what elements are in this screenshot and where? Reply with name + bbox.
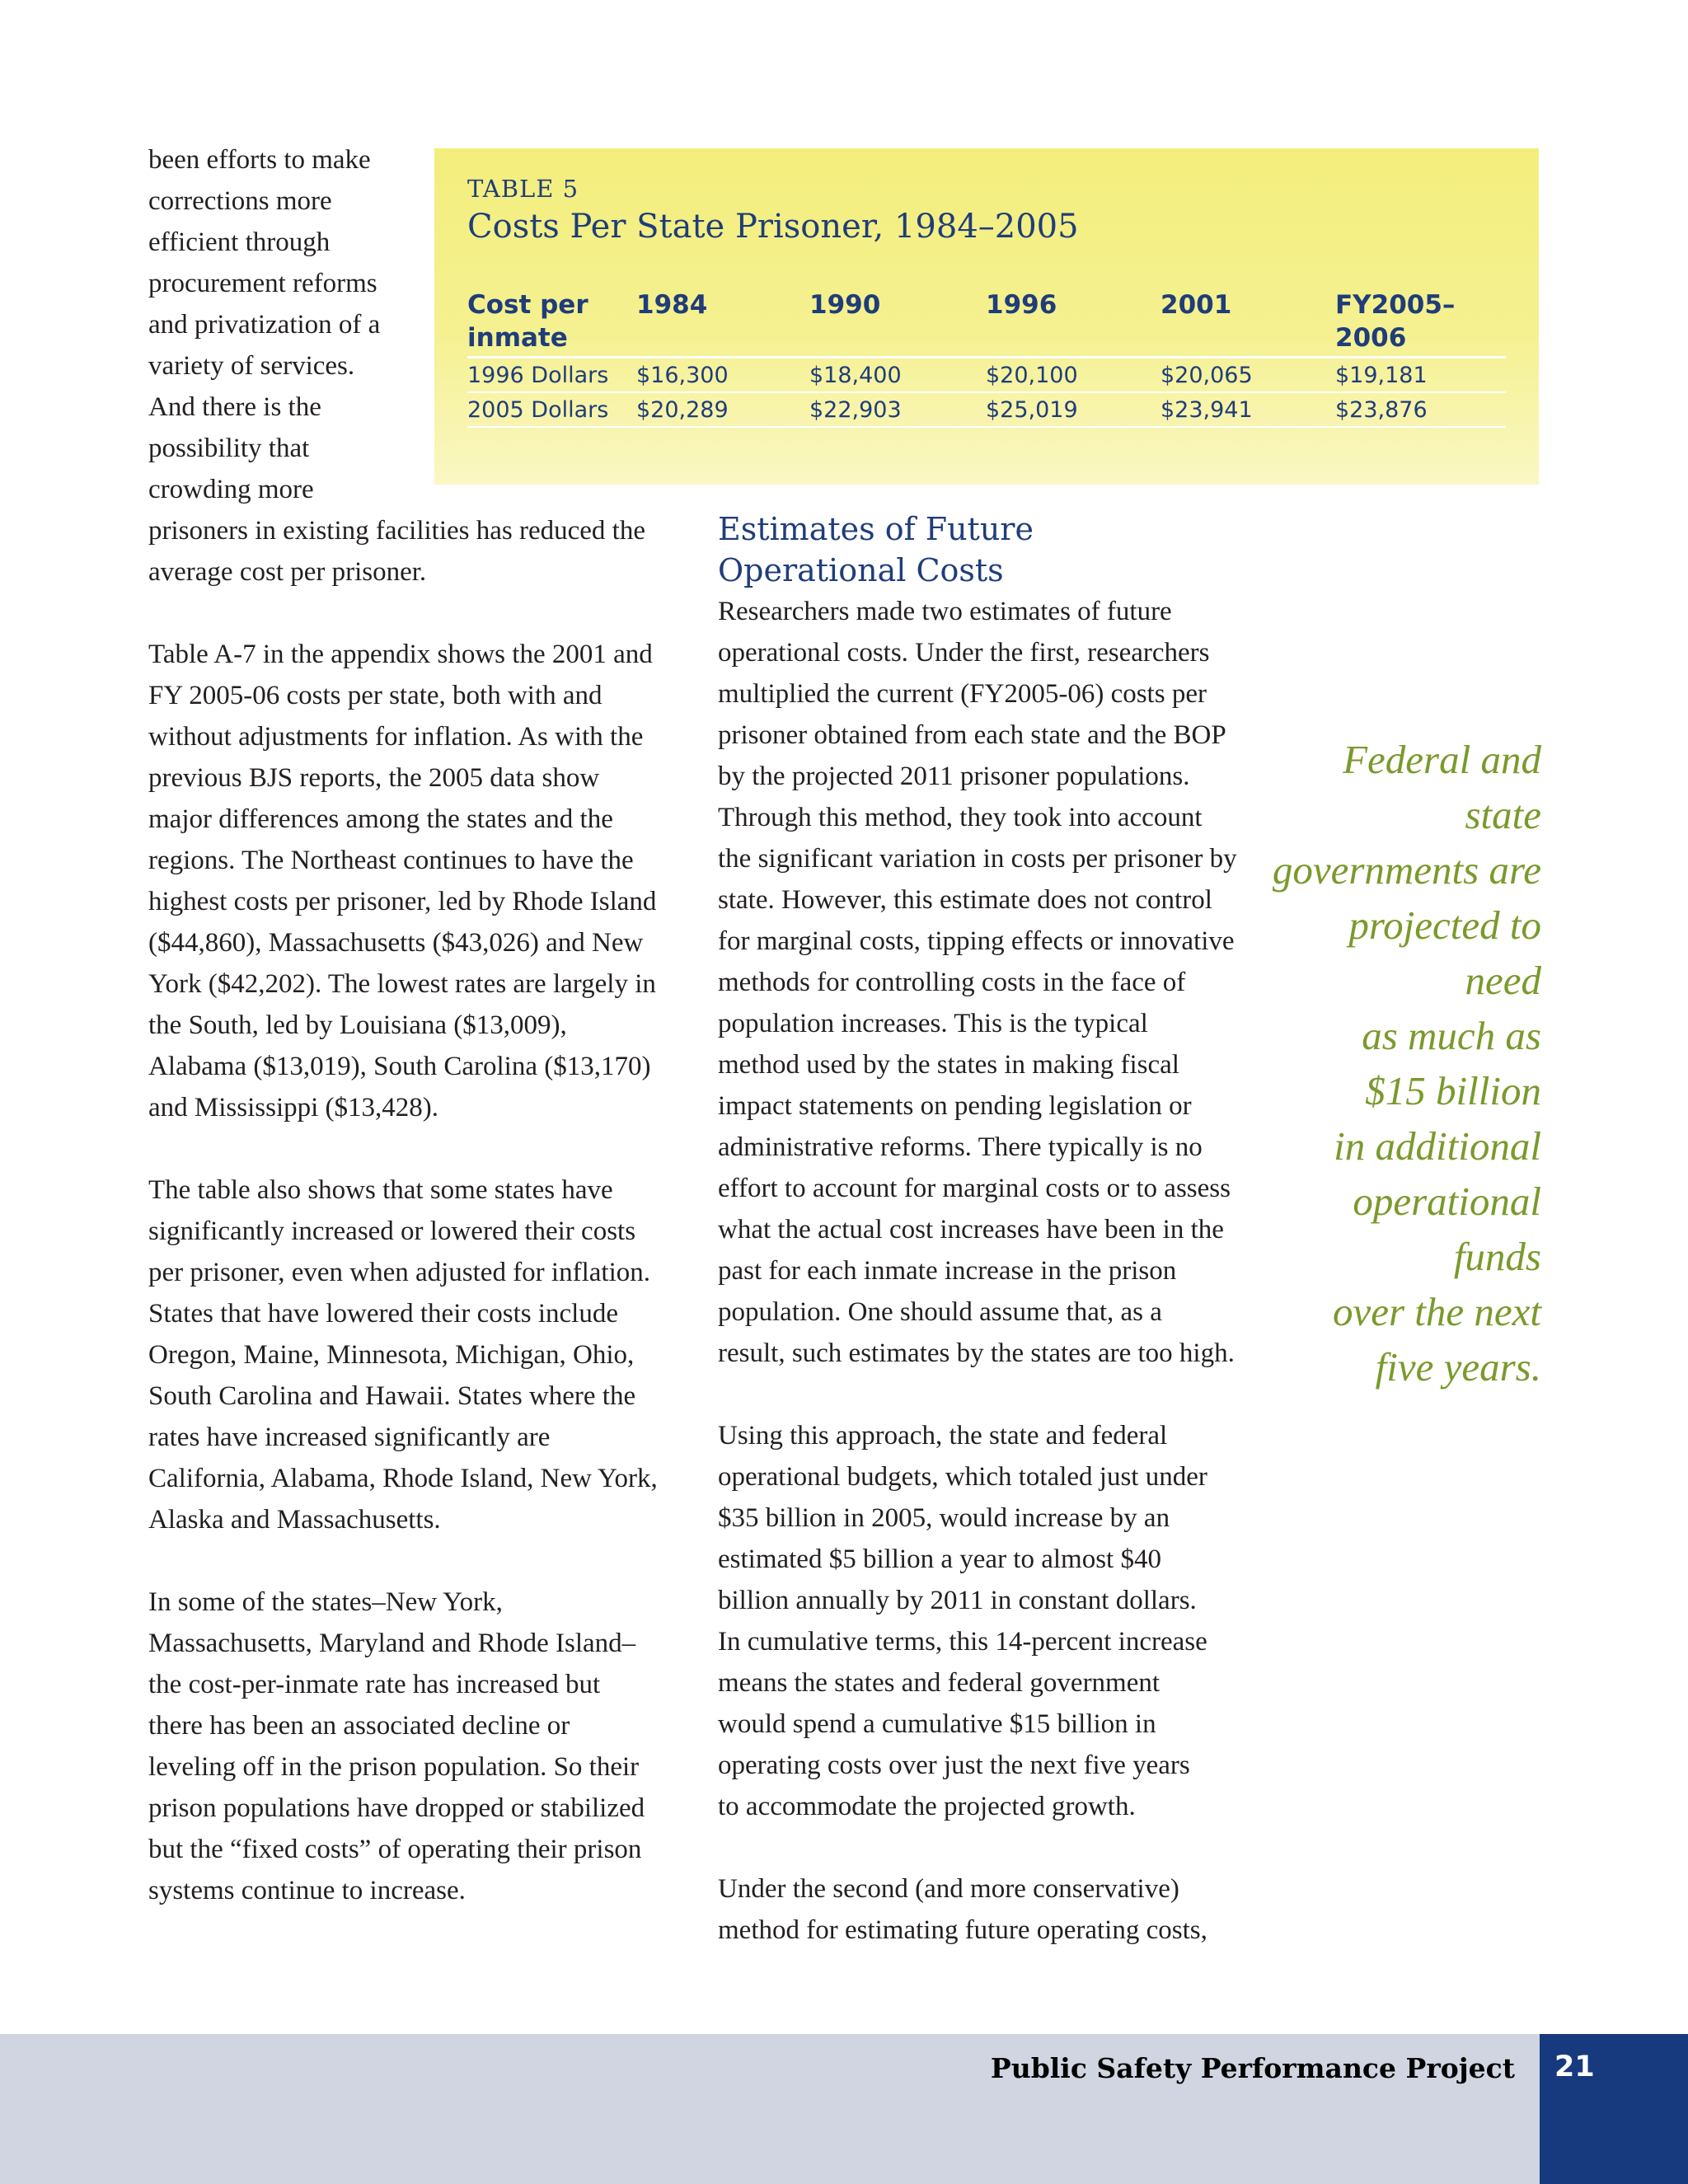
text-line: In cumulative terms, this 14-percent increase <box>718 1627 1207 1657</box>
text-line: operational budgets, which totaled just under <box>718 1462 1207 1492</box>
text-line: what the actual cost increases have been in the <box>718 1215 1224 1244</box>
text-line: regions. The Northeast continues to have the <box>148 846 634 875</box>
text-line: variety of services. <box>148 351 355 381</box>
text-line: FY 2005-06 costs per state, both with and <box>148 681 603 710</box>
text-line: by the projected 2011 prisoner populations. <box>718 762 1190 791</box>
paragraph-fixed-costs <box>148 1582 709 1911</box>
text-line: the cost-per-inmate rate has increased but <box>148 1670 601 1699</box>
table-title: Costs Per State Prisoner, 1984–2005 <box>467 208 1079 246</box>
text-line: state. However, this estimate does not control <box>718 885 1212 915</box>
text-line: the significant variation in costs per prisoner by <box>718 844 1237 874</box>
text-line: Using this approach, the state and federal <box>718 1421 1168 1451</box>
pull-quote-line: operational funds <box>1353 1179 1541 1279</box>
paragraph-gap <box>718 1374 1278 1415</box>
column-header: FY2005– 2006 <box>1335 288 1506 358</box>
table-cell: $19,181 <box>1335 358 1506 393</box>
table-cell: $23,941 <box>1160 392 1335 427</box>
table-header-row <box>467 288 1506 358</box>
paragraph-gap <box>148 1540 709 1582</box>
footer-band <box>0 2034 1540 2184</box>
text-line: population. One should assume that, as a <box>718 1297 1162 1327</box>
text-line: prisoner obtained from each state and the BOP <box>718 720 1226 750</box>
text-line: operational costs. Under the first, researchers <box>718 638 1210 668</box>
text-line: States that have lowered their costs include <box>148 1299 618 1329</box>
pull-quote <box>1269 732 1541 1394</box>
paragraph-cost-changes <box>148 1169 709 1540</box>
table-cell: $20,100 <box>986 358 1160 393</box>
intro-paragraph-wide <box>148 510 709 593</box>
footer-publication-title: Public Safety Performance Project <box>990 2052 1515 2084</box>
text-line: for marginal costs, tipping effects or innovative <box>718 926 1235 956</box>
text-line: York ($42,202). The lowest rates are largely in <box>148 969 656 999</box>
text-line: highest costs per prisoner, led by Rhode Island <box>148 887 657 916</box>
text-line: systems continue to increase. <box>148 1876 466 1905</box>
text-line: effort to account for marginal costs or to assess <box>718 1174 1231 1203</box>
paragraph-second-method <box>718 1868 1278 1951</box>
heading-line: Estimates of Future <box>718 511 1034 547</box>
text-line: result, such estimates by the states are too high. <box>718 1338 1235 1368</box>
text-line: operating costs over just the next five years <box>718 1750 1190 1780</box>
table-cell: $16,300 <box>636 358 809 393</box>
cost-per-prisoner-table <box>467 288 1506 428</box>
text-line: Through this method, they took into account <box>718 803 1203 832</box>
table-kicker: TABLE 5 <box>467 175 579 203</box>
text-line: In some of the states–New York, <box>148 1587 503 1617</box>
text-line: efficient through <box>148 227 331 257</box>
middle-column <box>718 509 1278 1951</box>
pull-quote-line: five years. <box>1375 1344 1541 1390</box>
pull-quote-line: in additional <box>1334 1123 1541 1169</box>
text-line: method for estimating future operating costs, <box>718 1915 1207 1945</box>
column-header: 1984 <box>636 288 809 358</box>
paragraph-first-estimate <box>718 591 1278 1374</box>
text-line: average cost per prisoner. <box>148 557 427 587</box>
text-line: The table also shows that some states have <box>148 1175 613 1205</box>
paragraph-gap <box>718 1827 1278 1868</box>
text-line: methods for controlling costs in the face of <box>718 968 1186 997</box>
text-line: per prisoner, even when adjusted for inflation. <box>148 1258 650 1287</box>
pull-quote-line: $15 billion <box>1365 1068 1541 1113</box>
text-line: significantly increased or lowered their costs <box>148 1216 636 1246</box>
page-number-box <box>1540 2034 1688 2184</box>
text-line: possibility that <box>148 434 310 463</box>
text-line: past for each inmate increase in the prison <box>718 1256 1177 1286</box>
column-header: 1990 <box>809 288 986 358</box>
text-line: impact statements on pending legislation or <box>718 1091 1192 1121</box>
table-cell: 2005 Dollars <box>467 392 636 427</box>
text-line: there has been an associated decline or <box>148 1711 570 1741</box>
text-line: $35 billion in 2005, would increase by an <box>718 1503 1170 1533</box>
table-cell: $20,065 <box>1160 358 1335 393</box>
text-line: means the states and federal government <box>718 1668 1160 1698</box>
text-line: would spend a cumulative $15 billion in <box>718 1709 1156 1739</box>
text-line: rates have increased significantly are <box>148 1422 551 1452</box>
paragraph-gap <box>148 1128 709 1169</box>
text-line: ($44,860), Massachusetts ($43,026) and New <box>148 928 644 958</box>
table-cell: $25,019 <box>986 392 1160 427</box>
text-line: to accommodate the projected growth. <box>718 1792 1136 1821</box>
column-header: Cost per inmate <box>467 288 636 358</box>
text-line: crowding more <box>148 475 314 504</box>
text-line: estimated $5 billion a year to almost $40 <box>718 1544 1161 1574</box>
paragraph-table-a7 <box>148 634 709 1128</box>
text-line: Massachusetts, Maryland and Rhode Island– <box>148 1629 636 1658</box>
table-cell: $20,289 <box>636 392 809 427</box>
text-line: procurement reforms <box>148 269 377 298</box>
text-line: multiplied the current (FY2005-06) costs per <box>718 679 1207 709</box>
table-cell: $22,903 <box>809 392 986 427</box>
section-heading <box>718 509 1278 591</box>
text-line: Oregon, Maine, Minnesota, Michigan, Ohio, <box>148 1340 635 1370</box>
text-line: Under the second (and more conservative) <box>718 1874 1179 1904</box>
text-line: population increases. This is the typical <box>718 1009 1148 1038</box>
text-line: the South, led by Louisiana ($13,009), <box>148 1010 567 1040</box>
table-cell: 1996 Dollars <box>467 358 636 393</box>
left-column <box>148 634 709 1911</box>
text-line: major differences among the states and the <box>148 804 613 834</box>
text-line: prison populations have dropped or stabilized <box>148 1793 645 1823</box>
pull-quote-line: governments are <box>1272 847 1541 893</box>
text-line: administrative reforms. There typically is no <box>718 1132 1203 1162</box>
text-line: without adjustments for inflation. As with the <box>148 722 644 752</box>
text-line: leveling off in the prison population. So their <box>148 1752 640 1782</box>
pull-quote-line: Federal and state <box>1343 737 1541 837</box>
text-line: method used by the states in making fiscal <box>718 1050 1179 1080</box>
text-line: previous BJS reports, the 2005 data show <box>148 763 600 793</box>
table-row <box>467 392 1506 427</box>
text-line: been efforts to make <box>148 145 371 175</box>
text-line: Alaska and Massachusetts. <box>148 1505 441 1535</box>
text-line: California, Alabama, Rhode Island, New York, <box>148 1464 658 1493</box>
text-line: corrections more <box>148 186 332 216</box>
text-line: Alabama ($13,019), South Carolina ($13,170) <box>148 1052 651 1081</box>
text-line: billion annually by 2011 in constant dollars. <box>718 1586 1197 1615</box>
table-cell: $18,400 <box>809 358 986 393</box>
pull-quote-line: over the next <box>1332 1289 1541 1334</box>
table-row <box>467 358 1506 393</box>
column-header: 1996 <box>986 288 1160 358</box>
pull-quote-line: projected to need <box>1348 902 1541 1003</box>
text-line: South Carolina and Hawaii. States where the <box>148 1381 636 1411</box>
text-line: but the “fixed costs” of operating their prison <box>148 1835 642 1864</box>
heading-line: Operational Costs <box>718 552 1004 588</box>
text-line: Table A-7 in the appendix shows the 2001 and <box>148 640 653 669</box>
page-number: 21 <box>1554 2050 1595 2083</box>
pull-quote-line: as much as <box>1362 1013 1541 1058</box>
paragraph-approach <box>718 1415 1278 1827</box>
text-line: prisoners in existing facilities has reduced the <box>148 516 645 546</box>
text-line: Researchers made two estimates of future <box>718 597 1172 626</box>
text-line: and Mississippi ($13,428). <box>148 1093 439 1122</box>
column-header: 2001 <box>1160 288 1335 358</box>
intro-paragraph-narrow <box>148 139 429 510</box>
table-5-box <box>434 148 1539 485</box>
text-line: And there is the <box>148 392 321 422</box>
table-cell: $23,876 <box>1335 392 1506 427</box>
text-line: and privatization of a <box>148 310 381 340</box>
